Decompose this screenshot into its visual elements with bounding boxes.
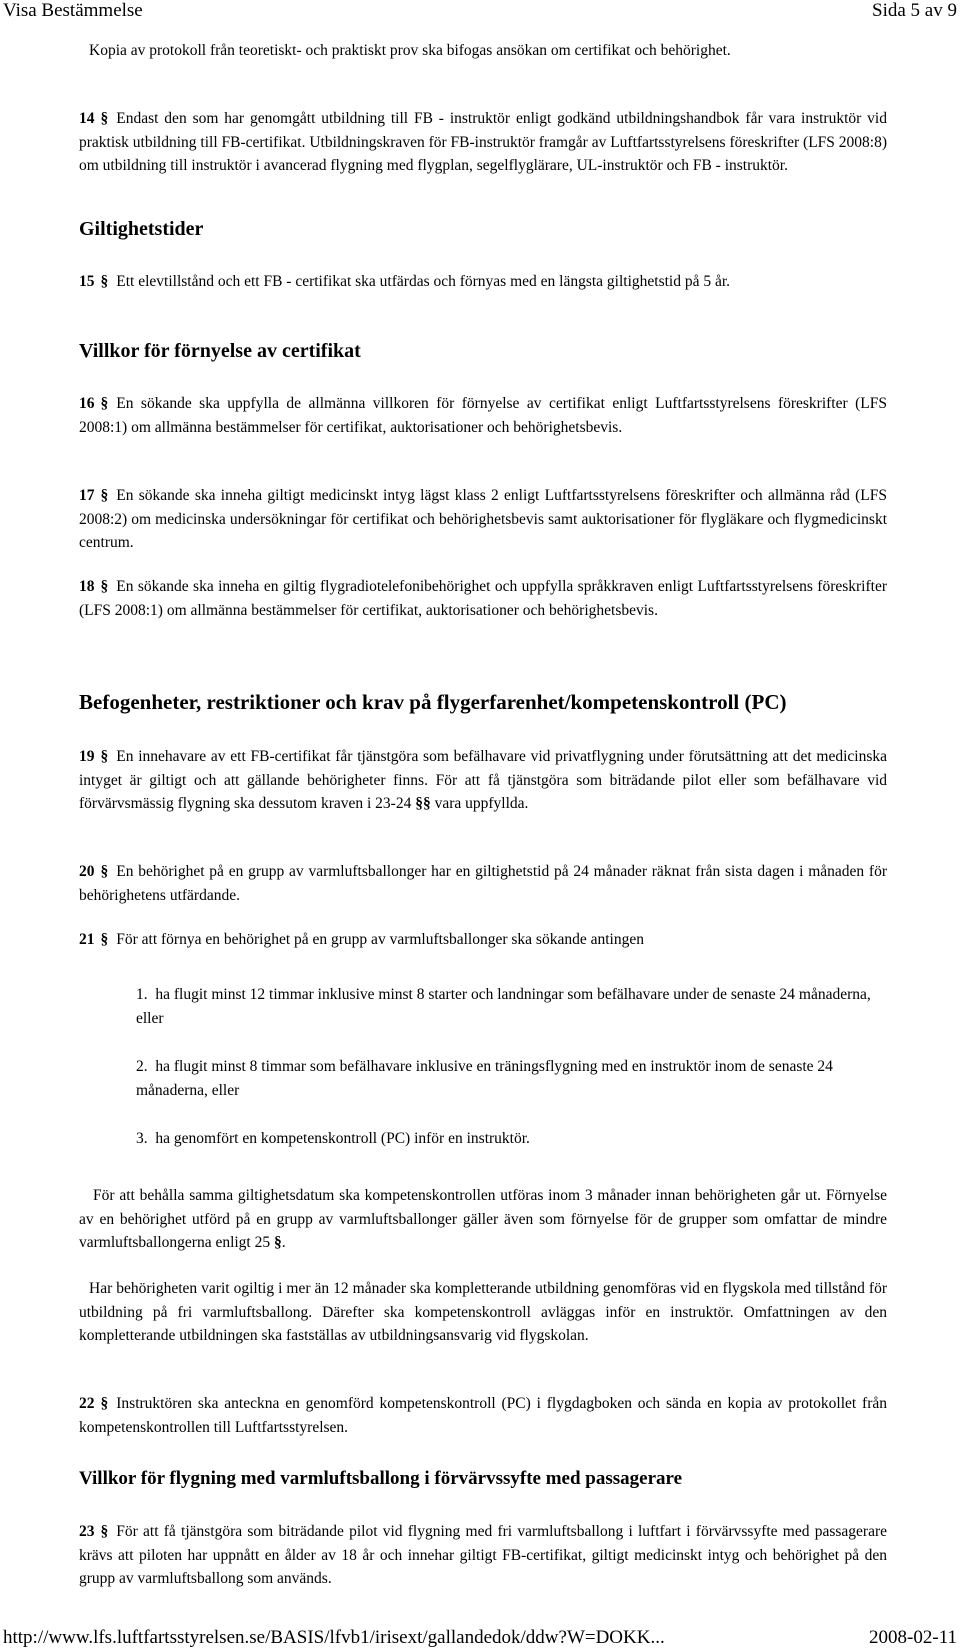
paragraph-number: 22	[79, 1395, 95, 1412]
paragraph-text: För att förnya en behörighet på en grupp av varmluftsballonger ska sökande antingen	[116, 931, 644, 948]
paragraph-text: Instruktören ska anteckna en genomförd kompetenskontroll (PC) i flygdagboken och sända en kopia av protokollet från kompetenskontrollen till Luftfartsstyrelsen.	[79, 1395, 887, 1436]
paragraph-23	[79, 1520, 887, 1591]
heading-befogenheter: Befogenheter, restriktioner och krav på flygerfarenhet/kompetenskontroll (PC)	[79, 690, 787, 714]
section-sign-reference: §	[274, 1234, 282, 1252]
section-sign: §	[100, 863, 109, 880]
paragraph-number: 23	[79, 1523, 95, 1540]
paragraph-text: För att få tjänstgöra som biträdande pilot vid flygning med fri varmluftsballong i luftfart i förvärvssyfte med passagerare krävs att piloten har uppnått en ålder av 18 år och innehar giltigt FB-certifikat, giltigt medicinskt intyg och behörighet på den grupp av varmluftsballong som används.	[79, 1523, 887, 1588]
sentence-end: .	[281, 1234, 286, 1252]
heading-giltighetstider: Giltighetstider	[79, 218, 204, 240]
section-sign: §	[100, 931, 109, 948]
section-sign: §	[100, 110, 109, 127]
section-sign: §	[100, 487, 109, 504]
list-item	[136, 983, 887, 1030]
paragraph-text: För att behålla samma giltighetsdatum ska kompetenskontrollen utföras inom 3 månader innan behörigheten går ut. Förnyelse av en behörighet utförd på en grupp av varmluftsballonger gäller även som förnyelse för de grupper som omfattar de mindre varmluftsballongerna enligt 25	[79, 1187, 887, 1252]
section-sign: §	[100, 395, 109, 412]
section-sign: §	[100, 1523, 109, 1540]
list-item-text: ha flugit minst 12 timmar inklusive minst 8 starter och landningar som befälhavare under de senaste 24 månaderna, eller	[136, 986, 871, 1027]
paragraph-19	[79, 745, 887, 816]
list-item-number: 2.	[136, 1058, 148, 1075]
footer-date: 2008-02-11	[869, 1627, 957, 1648]
paragraph-20	[79, 860, 887, 907]
paragraph-21-continuation-2	[79, 1277, 887, 1348]
paragraph-21	[79, 928, 887, 952]
paragraph-15	[79, 270, 887, 294]
footer-url: http://www.lfs.luftfartsstyrelsen.se/BASIS/lfvb1/irisext/gallandedok/ddw?W=DOKK...	[3, 1627, 665, 1648]
paragraph-text: En behörighet på en grupp av varmluftsballonger har en giltighetstid på 24 månader räknat från sista dagen i månaden för behörighetens utfärdande.	[79, 863, 887, 904]
paragraph-number: 16	[79, 395, 95, 412]
paragraph-number: 17	[79, 487, 95, 504]
paragraph-text: Ett elevtillstånd och ett FB - certifikat ska utfärdas och förnyas med en längsta giltighetstid på 5 år.	[116, 273, 731, 290]
paragraph-number: 18	[79, 578, 95, 595]
section-sign: §	[100, 1395, 109, 1412]
paragraph-text: Har behörigheten varit ogiltig i mer än 12 månader ska kompletterande utbildning genomföras vid en flygskola med tillstånd för utbildning på fri varmluftsballong. Därefter ska kompetenskontroll avläggas inför en instruktör. Omfattningen av den kompletterande utbildningen ska fastställas av utbildningsansvarig vid flygskolan.	[79, 1280, 887, 1345]
paragraph-22	[79, 1392, 887, 1439]
paragraph-21-continuation	[79, 1184, 887, 1255]
paragraph-number: 15	[79, 273, 95, 290]
header-page-indicator: Sida 5 av 9	[872, 0, 957, 21]
paragraph-number: 21	[79, 931, 95, 948]
intro-paragraph	[79, 39, 887, 63]
paragraph-number: 14	[79, 110, 95, 127]
paragraph-text: En sökande ska inneha en giltig flygradiotelefonibehörighet och uppfylla språkkraven enligt Luftfartsstyrelsens föreskrifter (LFS 2008:1) om allmänna bestämmelser för certifikat, auktorisationer och behörighetsbevis.	[79, 578, 887, 619]
paragraph-text-end: vara uppfyllda.	[434, 795, 529, 813]
list-item-number: 1.	[136, 986, 148, 1003]
paragraph-text: En sökande ska uppfylla de allmänna villkoren för förnyelse av certifikat enligt Luftfartsstyrelsens föreskrifter (LFS 2008:1) om allmänna bestämmelser för certifikat, auktorisationer och behörighetsbevis.	[79, 395, 887, 436]
paragraph-text: Endast den som har genomgått utbildning till FB - instruktör enligt godkänd utbildningshandbok får vara instruktör vid praktisk utbildning till FB-certifikat. Utbildningskraven för FB-instruktör framgår av Luftfartsstyrelsens föreskrifter (LFS 2008:8) om utbildning till instruktör i avancerad flygning med flygplan, segelflyglärare, UL-instruktör och FB - instruktör.	[79, 110, 887, 175]
paragraph-number: 20	[79, 863, 95, 880]
header-title: Visa Bestämmelse	[3, 0, 143, 21]
paragraph-17	[79, 484, 887, 555]
intro-text: Kopia av protokoll från teoretiskt- och praktiskt prov ska bifogas ansökan om certifikat och behörighet.	[89, 42, 731, 59]
section-sign-reference: §§	[415, 795, 431, 813]
list-item	[136, 1127, 887, 1151]
paragraph-18	[79, 575, 887, 622]
list-item	[136, 1055, 887, 1102]
paragraph-number: 19	[79, 748, 95, 765]
section-sign: §	[100, 273, 109, 290]
paragraph-text: En sökande ska inneha giltigt medicinskt intyg lägst klass 2 enligt Luftfartsstyrelsens föreskrifter och allmänna råd (LFS 2008:2) om medicinska undersökningar för certifikat och behörighetsbevis samt auktorisationer för flygläkare och flygmedicinskt centrum.	[79, 487, 887, 552]
heading-villkor-fornyelse: Villkor för förnyelse av certifikat	[79, 340, 361, 362]
paragraph-16	[79, 392, 887, 439]
list-item-text: ha genomfört en kompetenskontroll (PC) inför en instruktör.	[155, 1130, 530, 1147]
list-item-number: 3.	[136, 1130, 148, 1147]
paragraph-14	[79, 107, 887, 178]
paragraph-text: En innehavare av ett FB-certifikat får tjänstgöra som befälhavare vid privatflygning under förutsättning att det medicinska intyget är giltigt och att gällande behörigheter finns. För att få tjänstgöra som biträdande pilot eller som befälhavare vid förvärvsmässig flygning ska dessutom kraven i 23-24	[79, 748, 887, 813]
list-item-text: ha flugit minst 8 timmar som befälhavare inklusive en träningsflygning med en instruktör inom de senaste 24 månaderna, eller	[136, 1058, 833, 1099]
section-sign: §	[100, 578, 109, 595]
section-sign: §	[100, 748, 109, 765]
heading-passagerare: Villkor för flygning med varmluftsballong i förvärvssyfte med passagerare	[79, 1468, 683, 1489]
